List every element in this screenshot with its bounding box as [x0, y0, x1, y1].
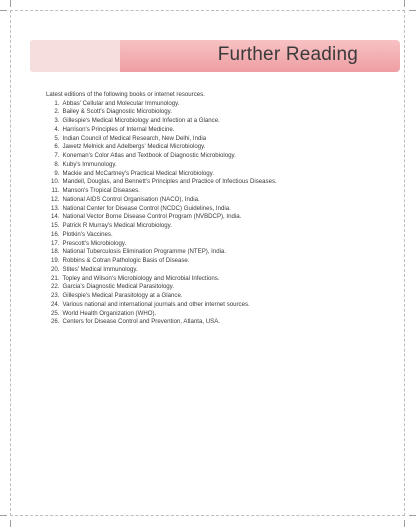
reference-text: Patrick R Murray's Medical Microbiology.	[62, 222, 172, 229]
reference-item	[46, 266, 277, 275]
reference-number: 8.	[54, 160, 60, 168]
reference-item	[46, 231, 277, 240]
reference-item	[46, 178, 277, 187]
reference-number: 9.	[54, 169, 60, 177]
reference-text: Stites' Medical Immunology.	[62, 265, 138, 273]
reference-text: Gillespie's Medical Microbiology and Infection at a Glance.	[62, 117, 220, 124]
reference-item	[46, 301, 277, 310]
reference-text: National Center for Disease Control (NCDC) Guidelines, India.	[62, 204, 231, 212]
reference-number: 20.	[51, 265, 60, 273]
reference-item	[46, 135, 277, 144]
reference-text: Koneman's Color Atlas and Textbook of Diagnostic Microbiology.	[62, 152, 236, 159]
reference-item	[46, 240, 277, 249]
crop-mark-bottom-left-v	[10, 520, 11, 527]
reference-text: Garcia's Diagnostic Medical Parasitology.	[62, 283, 174, 291]
crop-mark-bottom-right-v	[404, 520, 405, 527]
reference-number: 13.	[51, 204, 60, 212]
reference-text: Mandell, Douglas, and Bennett's Principles and Practice of Infectious Diseases.	[62, 178, 277, 186]
reference-item	[46, 143, 277, 152]
reference-text: Prescott's Microbiology.	[62, 239, 127, 247]
reference-text: Jawetz Melnick and Adelbergs' Medical Microbiology.	[62, 143, 206, 151]
reference-item	[46, 152, 277, 161]
reference-number: 16.	[51, 230, 60, 238]
reference-number: 10.	[51, 178, 60, 186]
reference-text: Robbins & Cotran Pathologic Basis of Disease.	[62, 257, 190, 264]
reference-text: World Health Organization (WHO).	[62, 309, 157, 317]
reference-text: Topley and Wilson's Microbiology and Microbial Infections.	[62, 274, 220, 282]
header-band-main-segment	[120, 40, 400, 72]
reference-number: 4.	[54, 125, 60, 133]
reference-item	[46, 275, 277, 284]
reference-item	[46, 108, 277, 117]
crop-mark-top-left-h	[0, 10, 7, 11]
reference-item	[46, 213, 277, 222]
reference-number: 12.	[51, 195, 60, 203]
reference-item	[46, 170, 277, 179]
reference-item	[46, 310, 277, 319]
reference-text: Centers for Disease Control and Prevention, Atlanta, USA.	[62, 318, 221, 326]
reference-text: Plotkin's Vaccines.	[62, 230, 113, 238]
crop-mark-bottom-left-h	[0, 515, 7, 516]
reference-number: 22.	[51, 283, 60, 291]
chapter-header-band	[30, 40, 400, 72]
reference-number: 18.	[51, 248, 60, 256]
reference-item	[46, 257, 277, 266]
reference-item	[46, 187, 277, 196]
reference-text: Bailey & Scott's Diagnostic Microbiology.	[62, 108, 172, 116]
reference-text: National Vector Borne Disease Control Program (NVBDCP), India.	[62, 213, 242, 221]
crop-mark-top-left-v	[10, 0, 11, 7]
reference-number: 14.	[51, 213, 60, 221]
reference-number: 26.	[51, 318, 60, 326]
reference-number: 1.	[54, 99, 60, 107]
reference-item	[46, 161, 277, 170]
reference-text: Various national and international journals and other internet sources.	[62, 300, 250, 308]
reference-number: 17.	[51, 239, 60, 247]
header-band-light-segment	[30, 40, 120, 72]
reference-text: Harrison's Principles of Internal Medicine.	[62, 125, 175, 133]
intro-text: Latest editions of the following books or internet resources.	[46, 91, 205, 98]
reference-text: National AIDS Control Organisation (NACO), India.	[62, 195, 200, 203]
reference-text: Kuby's Immunology.	[62, 160, 117, 168]
reference-text: Manson's Tropical Diseases.	[62, 187, 140, 194]
crop-mark-bottom-right-h	[409, 515, 416, 516]
reference-item	[46, 283, 277, 292]
reference-item	[46, 248, 277, 257]
reference-number: 21.	[51, 274, 60, 282]
reference-item	[46, 117, 277, 126]
reference-text: Abbas' Cellular and Molecular Immunology.	[62, 99, 180, 107]
reference-number: 24.	[51, 300, 60, 308]
reference-number: 2.	[54, 108, 60, 116]
reference-number: 19.	[51, 257, 60, 264]
crop-mark-top-right-h	[409, 10, 416, 11]
reference-item	[46, 292, 277, 301]
page-title: Further Reading	[217, 44, 358, 65]
reference-number: 23.	[51, 292, 60, 299]
reference-item	[46, 205, 277, 214]
reference-number: 25.	[51, 309, 60, 317]
crop-mark-top-right-v	[404, 0, 405, 7]
reference-list	[46, 100, 277, 328]
reference-text: Mackie and McCartney's Practical Medical Microbiology.	[62, 169, 214, 177]
reference-item	[46, 196, 277, 205]
reference-item	[46, 318, 277, 327]
reference-number: 7.	[54, 152, 60, 159]
reference-number: 3.	[54, 117, 60, 124]
reference-item	[46, 126, 277, 135]
reference-item	[46, 100, 277, 109]
reference-number: 6.	[54, 143, 60, 151]
reference-number: 5.	[54, 134, 60, 142]
reference-number: 11.	[51, 187, 60, 194]
reference-text: National Tuberculosis Elimination Programme (NTEP), India.	[62, 248, 227, 256]
reference-item	[46, 222, 277, 231]
reference-text: Gillespie's Medical Parasitology at a Glance.	[62, 292, 183, 299]
reference-number: 15.	[51, 222, 60, 229]
reference-text: Indian Council of Medical Research, New Delhi, India	[62, 134, 207, 142]
